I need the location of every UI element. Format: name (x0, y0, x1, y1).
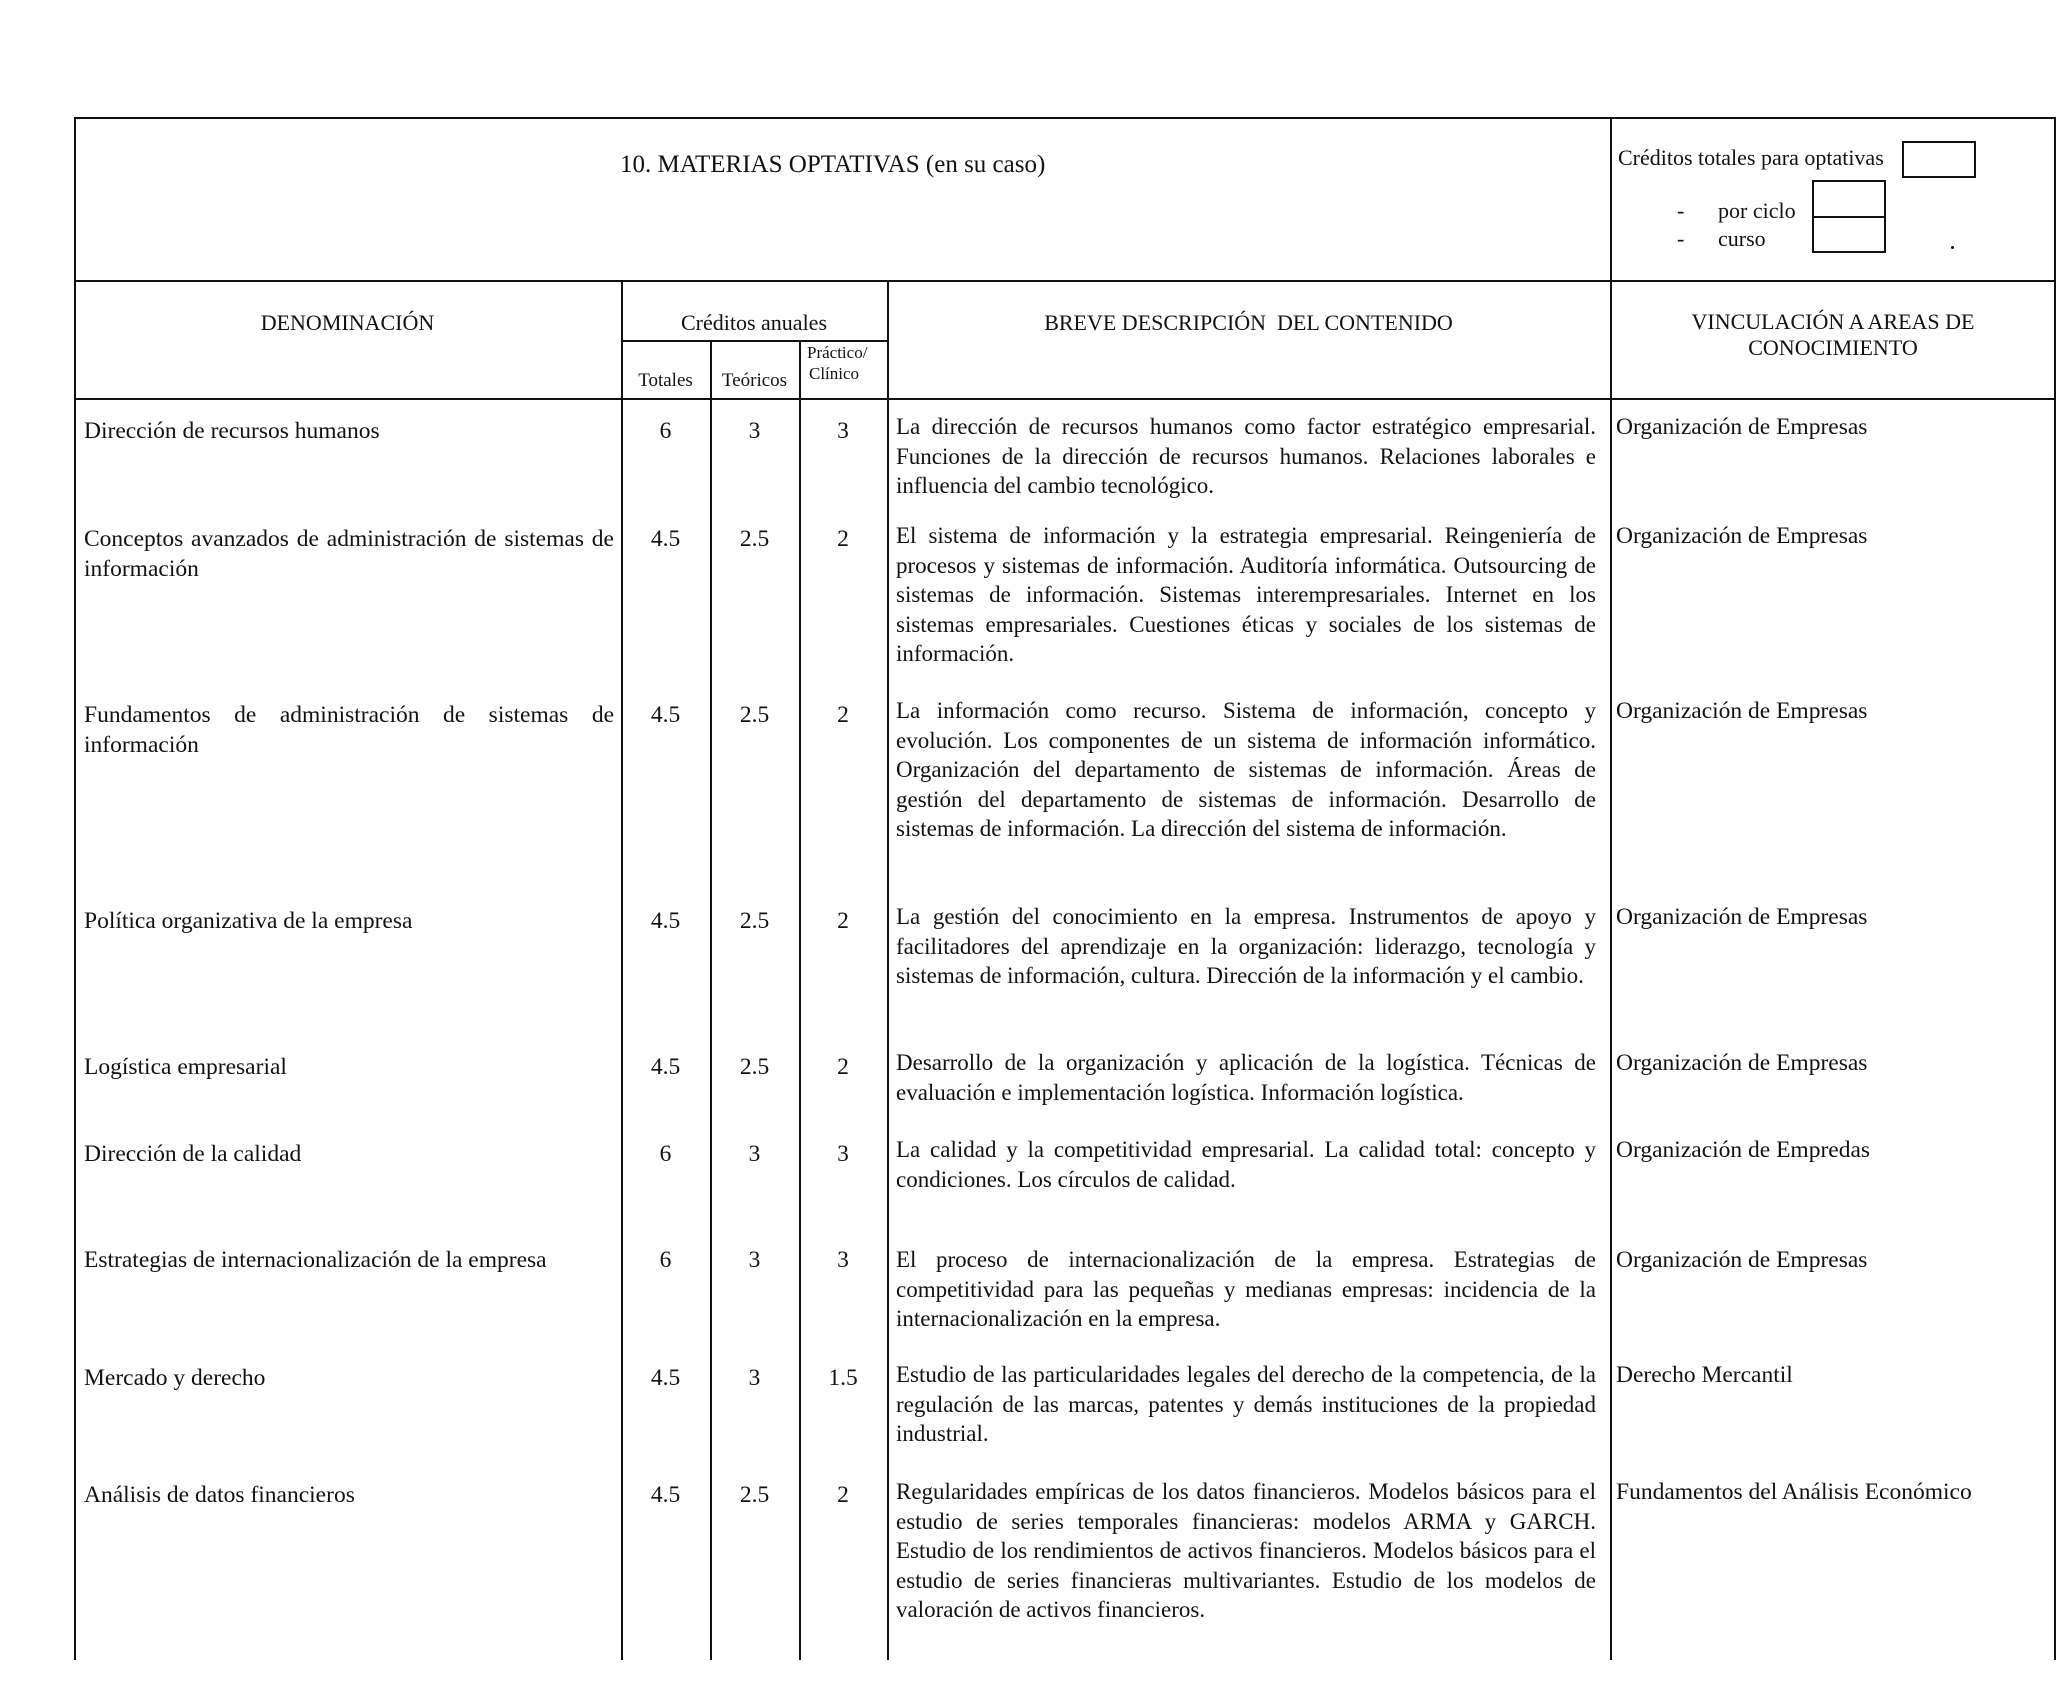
table-row-description: La información como recurso. Sistema de información, concepto y evolución. Los componentes de un sistema de información informático. Organización del departamento de sistemas de información. Áreas de gestión del departamento de sistemas de información. Desarrollo de sistemas de información. La dirección del sistema de información. (896, 698, 1596, 841)
table-row-teoricos: 2.5 (739, 1482, 770, 1508)
table-row-practicos: 3 (837, 1247, 849, 1273)
table-row-area: Organización de Empresas (1616, 1247, 1868, 1273)
creditos-totales-label: Créditos totales para optativas (1618, 145, 1884, 170)
creditos-subdivider-2 (799, 340, 801, 400)
table-row-description: Desarrollo de la organización y aplicación de la logística. Técnicas de evaluación e implementación logística. Información logística. (896, 1050, 1596, 1105)
table-row-area: Derecho Mercantil (1616, 1362, 1793, 1388)
por-ciclo-box[interactable] (1812, 180, 1886, 218)
table-row-description: El proceso de internacionalización de la empresa. Estrategias de competitividad para las pequeñas y medianas empresas: incidencia de la internacionalización en la empresa. (896, 1247, 1596, 1331)
table-row-name: Fundamentos de administración de sistemas de información (84, 702, 614, 758)
table-row-teoricos: 3 (748, 1141, 761, 1167)
table-row-area: Organización de Empresas (1616, 698, 1868, 724)
table-row-description: La dirección de recursos humanos como factor estratégico empresarial. Funciones de la dirección de recursos humanos. Relaciones laborales e influencia del cambio tecnológico. (896, 414, 1596, 498)
table-row-totales: 4.5 (650, 526, 681, 552)
table-row-teoricos: 3 (748, 1365, 761, 1391)
table-row-area: Organización de Empresas (1616, 904, 1868, 930)
header-vinculacion-2: CONOCIMIENTO (1748, 335, 1918, 360)
table-row-teoricos: 2.5 (739, 526, 770, 552)
table-row-description: La calidad y la competitividad empresarial. La calidad total: concepto y condiciones. Los círculos de calidad. (896, 1137, 1596, 1192)
table-row-name: Mercado y derecho (84, 1365, 266, 1391)
curso-label: curso (1718, 226, 1766, 251)
table-row-teoricos: 2.5 (739, 908, 770, 934)
table-row-description: El sistema de información y la estrategia empresarial. Reingeniería de procesos y sistemas de información. Auditoría informática. Outsourcing de sistemas de información. Sistemas interempresariales. Internet en los sistemas empresariales. Cuestiones éticas y sociales de los sistemas de información. (896, 523, 1596, 666)
table-row-name: Estrategias de internacionalización de la empresa (84, 1247, 547, 1273)
por-ciclo-label: por ciclo (1718, 198, 1796, 223)
header-totales: Totales (638, 370, 693, 391)
table-row-practicos: 2 (837, 526, 849, 552)
table-row-totales: 6 (659, 1247, 672, 1273)
table-row-totales: 6 (659, 1141, 672, 1167)
table-row-name: Política organizativa de la empresa (84, 908, 413, 934)
table-row-area: Organización de Empresas (1616, 523, 1868, 549)
table-row-teoricos: 2.5 (739, 1054, 770, 1080)
body-col-line-4 (887, 398, 889, 1660)
table-row-area: Organización de Empresas (1616, 414, 1868, 440)
por-ciclo-dash: - (1677, 198, 1685, 223)
curso-dash: - (1677, 226, 1685, 251)
table-row-practicos: 1.5 (828, 1365, 858, 1391)
table-row-area: Organización de Empresas (1616, 1050, 1868, 1076)
body-col-line-5 (1610, 398, 1612, 1660)
header-denominacion: DENOMINACIÓN (260, 310, 435, 335)
table-row-area: Organización de Empredas (1616, 1137, 1871, 1163)
table-row-name: Logística empresarial (84, 1054, 287, 1080)
header-creditos-anuales: Créditos anuales (680, 310, 828, 335)
curso-box[interactable] (1812, 216, 1886, 253)
table-row-totales: 6 (659, 418, 672, 444)
body-col-line-3 (799, 398, 801, 1660)
table-row-teoricos: 3 (748, 1247, 761, 1273)
table-row-totales: 4.5 (650, 702, 681, 728)
body-col-line-1 (621, 398, 623, 1660)
table-row-description: Estudio de las particularidades legales del derecho de la competencia, de la regulación de las marcas, patentes y demás instituciones de la propiedad industrial. (896, 1362, 1596, 1446)
header-descripcion: BREVE DESCRIPCIÓN DEL CONTENIDO (1044, 310, 1453, 335)
table-row-practicos: 2 (837, 1482, 849, 1508)
table-row-practicos: 2 (837, 1054, 849, 1080)
table-row-name: Conceptos avanzados de administración de sistemas de información (84, 526, 614, 582)
table-row-description: La gestión del conocimiento en la empresa. Instrumentos de apoyo y facilitadores del aprendizaje en la organización: liderazgo, tecnología y sistemas de información, cultura. Dirección de la información y el cambio. (896, 904, 1596, 988)
header-vinculacion-1: VINCULACIÓN A AREAS DE (1691, 309, 1975, 334)
table-row-practicos: 2 (837, 908, 849, 934)
table-row-practicos: 3 (837, 1141, 849, 1167)
table-row-totales: 4.5 (650, 1054, 681, 1080)
section-title: 10. MATERIAS OPTATIVAS (en su caso) (620, 151, 1046, 178)
table-row-name: Dirección de recursos humanos (84, 418, 380, 444)
header-divider (1610, 117, 1612, 282)
header-practico: Práctico/ (807, 343, 868, 362)
table-row-teoricos: 2.5 (739, 702, 770, 728)
stray-dot (1951, 246, 1954, 249)
table-row-name: Análisis de datos financieros (84, 1482, 355, 1508)
header-teoricos: Teóricos (721, 370, 788, 391)
creditos-totales-box[interactable] (1902, 141, 1976, 178)
table-row-totales: 4.5 (650, 1482, 681, 1508)
col-divider-2 (887, 280, 889, 400)
table-row-description: Regularidades empíricas de los datos financieros. Modelos básicos para el estudio de series temporales financieras: modelos ARMA y GARCH. Estudio de los rendimientos de activos financieros. Modelos básicos para el estudio de series financieras multivariantes. Estudio de los modelos de valoración de activos financieros. (896, 1479, 1596, 1622)
body-col-line-2 (710, 398, 712, 1660)
table-row-practicos: 2 (837, 702, 849, 728)
body-right-border (2054, 398, 2056, 1660)
table-row-name: Dirección de la calidad (84, 1141, 302, 1167)
table-row-totales: 4.5 (650, 908, 681, 934)
table-row-practicos: 3 (837, 418, 849, 444)
table-row-teoricos: 3 (748, 418, 761, 444)
table-row-area: Fundamentos del Análisis Económico (1616, 1479, 1972, 1505)
header-clinico: Clínico (809, 364, 860, 383)
body-left-border (74, 398, 76, 1660)
table-row-totales: 4.5 (650, 1365, 681, 1391)
